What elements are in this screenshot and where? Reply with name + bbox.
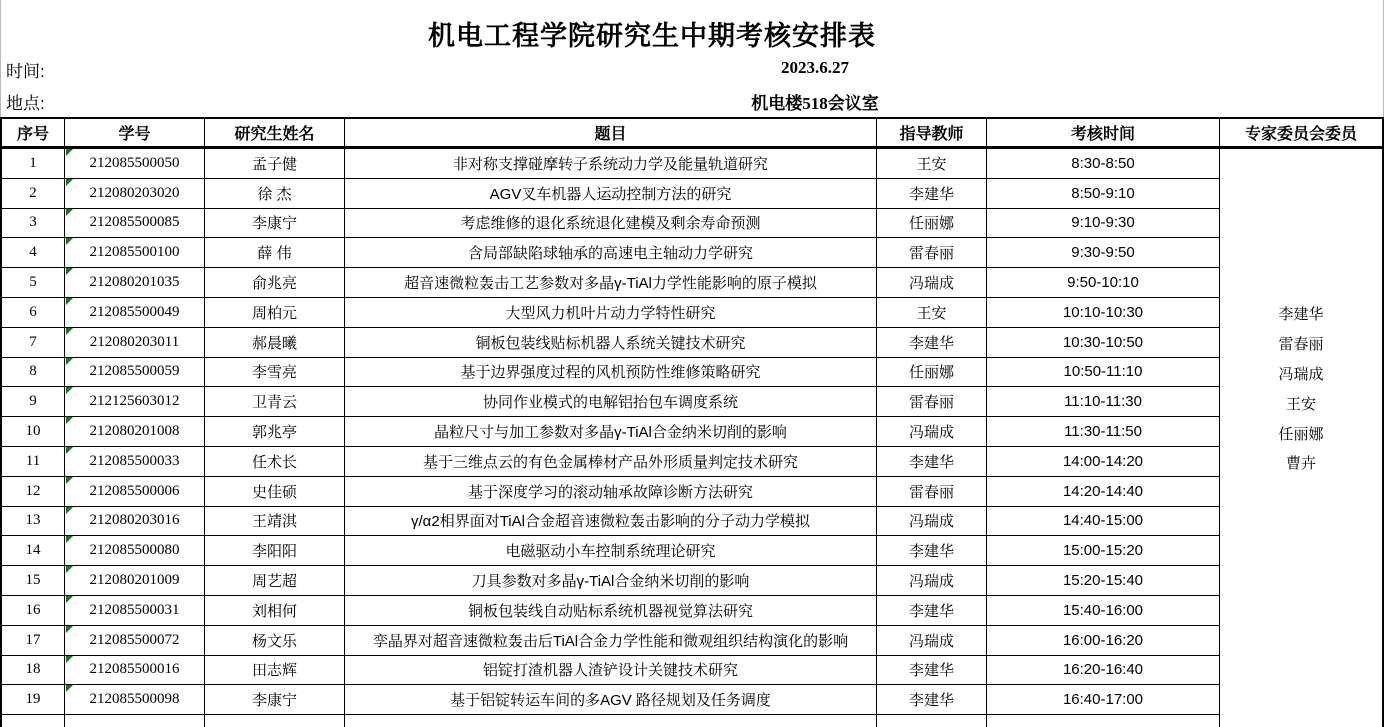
cell-student-id <box>65 685 205 715</box>
cell-thesis-title: 考虑维修的退化系统退化建模及剩余寿命预测 <box>345 209 877 239</box>
table-row <box>2 387 1219 417</box>
cell-advisor: 雷春丽 <box>877 387 987 417</box>
table-row <box>2 209 1219 239</box>
cell-student-id <box>65 358 205 388</box>
cell-student-name: 俞兆亮 <box>205 268 345 298</box>
cell-advisor: 冯瑞成 <box>877 566 987 596</box>
cell-no: 6 <box>2 298 65 328</box>
cell-no: 3 <box>2 209 65 239</box>
cell-student-id <box>65 417 205 447</box>
cell-student-id <box>65 238 205 268</box>
student-id-text: 212080201009 <box>89 572 180 589</box>
table-row <box>2 149 1219 179</box>
cell-thesis-title: 电磁驱动小车控制系统理论研究 <box>345 536 877 566</box>
cell-thesis-title: 超音速微粒轰击工艺参数对多晶γ-TiAl力学性能影响的原子模拟 <box>345 268 877 298</box>
cell-empty <box>987 715 1219 727</box>
cell-advisor: 李建华 <box>877 536 987 566</box>
cell-thesis-title: 刀具参数对多晶γ-TiAl合金纳米切削的影响 <box>345 566 877 596</box>
student-id-text: 212085500085 <box>89 214 180 231</box>
cell-advisor: 任丽娜 <box>877 358 987 388</box>
cell-student-name: 李康宁 <box>205 685 345 715</box>
cell-student-id <box>65 536 205 566</box>
cell-exam-time: 14:40-15:00 <box>987 507 1219 537</box>
student-id-text: 212085500033 <box>89 452 180 469</box>
cell-student-name: 薛 伟 <box>205 238 345 268</box>
cell-empty <box>205 715 345 727</box>
cell-exam-time: 9:50-10:10 <box>987 268 1219 298</box>
student-id-text: 212085500080 <box>89 542 180 559</box>
cell-student-name: 孟子健 <box>205 149 345 179</box>
cell-no: 15 <box>2 566 65 596</box>
cell-no: 18 <box>2 656 65 686</box>
cell-student-id <box>65 626 205 656</box>
cell-advisor: 冯瑞成 <box>877 268 987 298</box>
cell-advisor: 王安 <box>877 149 987 179</box>
table-row <box>2 626 1219 656</box>
table-row <box>2 477 1219 507</box>
cell-advisor: 雷春丽 <box>877 477 987 507</box>
text-format-flag-icon <box>66 656 73 663</box>
cell-exam-time: 15:00-15:20 <box>987 536 1219 566</box>
cell-advisor: 李建华 <box>877 596 987 626</box>
cell-advisor: 冯瑞成 <box>877 417 987 447</box>
cell-exam-time: 11:30-11:50 <box>987 417 1219 447</box>
text-format-flag-icon <box>66 566 73 573</box>
cell-exam-time: 8:30-8:50 <box>987 149 1219 179</box>
cell-student-id <box>65 447 205 477</box>
cell-no: 8 <box>2 358 65 388</box>
student-id-text: 212085500016 <box>89 661 180 678</box>
header-no: 序号 <box>2 119 65 146</box>
text-format-flag-icon <box>66 596 73 603</box>
student-id-text: 212085500031 <box>89 601 180 618</box>
table-body-left <box>2 149 1219 727</box>
header-thesis-title: 题目 <box>345 119 877 146</box>
committee-names <box>1220 299 1382 478</box>
text-format-flag-icon <box>66 238 73 245</box>
text-format-flag-icon <box>66 209 73 216</box>
table-row <box>2 417 1219 447</box>
cell-thesis-title: γ/α2相界面对TiAl合金超音速微粒轰击影响的分子动力学模拟 <box>345 507 877 537</box>
cell-advisor: 李建华 <box>877 179 987 209</box>
cell-no: 7 <box>2 328 65 358</box>
cell-student-name: 史佳硕 <box>205 477 345 507</box>
cell-exam-time: 14:20-14:40 <box>987 477 1219 507</box>
header-student-id: 学号 <box>65 119 205 146</box>
cell-student-name: 周艺超 <box>205 566 345 596</box>
text-format-flag-icon <box>66 298 73 305</box>
student-id-text: 212085500098 <box>89 691 180 708</box>
student-id-text: 212085500100 <box>89 244 180 261</box>
cell-no: 19 <box>2 685 65 715</box>
cell-student-name: 王靖淇 <box>205 507 345 537</box>
table-row <box>2 328 1219 358</box>
table-row <box>2 536 1219 566</box>
table-header-row <box>2 119 1382 149</box>
cell-thesis-title: 晶粒尺寸与加工参数对多晶γ-TiAl合金纳米切削的影响 <box>345 417 877 447</box>
cell-student-name: 郭兆亭 <box>205 417 345 447</box>
student-id-text: 212125603012 <box>89 393 180 410</box>
cell-thesis-title: 铝锭打渣机器人渣铲设计关键技术研究 <box>345 656 877 686</box>
cell-student-id <box>65 387 205 417</box>
cell-thesis-title: 铜板包装线贴标机器人系统关键技术研究 <box>345 328 877 358</box>
cell-thesis-title: 孪晶界对超音速微粒轰击后TiAl合金力学性能和微观组织结构演化的影响 <box>345 626 877 656</box>
cell-student-name: 徐 杰 <box>205 179 345 209</box>
cell-thesis-title: 含局部缺陷球轴承的高速电主轴动力学研究 <box>345 238 877 268</box>
cell-exam-time: 10:10-10:30 <box>987 298 1219 328</box>
cell-exam-time: 15:40-16:00 <box>987 596 1219 626</box>
student-id-text: 212080203020 <box>89 184 180 201</box>
schedule-table <box>0 117 1384 727</box>
cell-thesis-title: 基于边界强度过程的风机预防性维修策略研究 <box>345 358 877 388</box>
student-id-text: 212080203016 <box>89 512 180 529</box>
text-format-flag-icon <box>66 536 73 543</box>
table-row <box>2 238 1219 268</box>
cell-exam-time: 9:10-9:30 <box>987 209 1219 239</box>
cell-student-id <box>65 328 205 358</box>
cell-student-name: 李康宁 <box>205 209 345 239</box>
cell-no: 17 <box>2 626 65 656</box>
cell-exam-time: 16:20-16:40 <box>987 656 1219 686</box>
cell-student-id <box>65 209 205 239</box>
cell-empty <box>877 715 987 727</box>
cell-thesis-title: 非对称支撑碰摩转子系统动力学及能量轨道研究 <box>345 149 877 179</box>
cell-advisor: 李建华 <box>877 656 987 686</box>
cell-student-id <box>65 179 205 209</box>
cell-student-id <box>65 268 205 298</box>
student-id-text: 212085500072 <box>89 631 180 648</box>
cell-advisor: 李建华 <box>877 685 987 715</box>
cell-thesis-title: 铜板包装线自动贴标系统机器视觉算法研究 <box>345 596 877 626</box>
cell-thesis-title: AGV叉车机器人运动控制方法的研究 <box>345 179 877 209</box>
cell-exam-time: 15:20-15:40 <box>987 566 1219 596</box>
text-format-flag-icon <box>66 179 73 186</box>
cell-no: 14 <box>2 536 65 566</box>
student-id-text: 212085500059 <box>89 363 180 380</box>
text-format-flag-icon <box>66 387 73 394</box>
cell-no: 12 <box>2 477 65 507</box>
cell-student-name: 杨文乐 <box>205 626 345 656</box>
page-title: 机电工程学院研究生中期考核安排表 <box>428 21 876 51</box>
committee-member: 任丽娜 <box>1278 425 1324 443</box>
cell-student-id <box>65 298 205 328</box>
table-row <box>2 656 1219 686</box>
cell-student-name: 卫青云 <box>205 387 345 417</box>
cell-thesis-title: 基于铝锭转运车间的多AGV 路径规划及任务调度 <box>345 685 877 715</box>
text-format-flag-icon <box>66 685 73 692</box>
table-row <box>2 298 1219 328</box>
cell-thesis-title: 协同作业模式的电解铝抬包车调度系统 <box>345 387 877 417</box>
student-id-text: 212085500049 <box>89 303 180 320</box>
cell-student-id <box>65 656 205 686</box>
cell-student-name: 任术长 <box>205 447 345 477</box>
committee-cell <box>1219 149 1382 727</box>
text-format-flag-icon <box>66 417 73 424</box>
header-student-name: 研究生姓名 <box>205 119 345 146</box>
cell-advisor: 李建华 <box>877 328 987 358</box>
cell-exam-time: 8:50-9:10 <box>987 179 1219 209</box>
header-exam-time: 考核时间 <box>1070 126 1135 143</box>
cell-no: 11 <box>2 447 65 477</box>
cell-no: 9 <box>2 387 65 417</box>
text-format-flag-icon <box>66 328 73 335</box>
text-format-flag-icon <box>66 358 73 365</box>
cell-student-name: 田志辉 <box>205 656 345 686</box>
location-value: 机电楼518会议室 <box>751 94 879 113</box>
table-row <box>2 596 1219 626</box>
cell-exam-time: 9:30-9:50 <box>987 238 1219 268</box>
cell-student-id <box>65 596 205 626</box>
cell-student-id <box>65 566 205 596</box>
cell-empty <box>65 715 205 727</box>
table-body <box>2 149 1382 727</box>
cell-empty <box>2 715 65 727</box>
cell-thesis-title: 基于三维点云的有色金属棒材产品外形质量判定技术研究 <box>345 447 877 477</box>
location-label: 地点: <box>6 94 45 113</box>
cell-exam-time: 16:00-16:20 <box>987 626 1219 656</box>
text-format-flag-icon <box>66 477 73 484</box>
cell-advisor: 雷春丽 <box>877 238 987 268</box>
cell-no: 2 <box>2 179 65 209</box>
student-id-text: 212080201035 <box>89 274 180 291</box>
cell-advisor: 冯瑞成 <box>877 507 987 537</box>
cell-advisor: 李建华 <box>877 447 987 477</box>
student-id-text: 212085500050 <box>89 154 180 171</box>
cell-no: 5 <box>2 268 65 298</box>
table-row <box>2 268 1219 298</box>
cell-exam-time: 16:40-17:00 <box>987 685 1219 715</box>
table-row <box>2 685 1219 715</box>
committee-member: 曹卉 <box>1285 455 1316 473</box>
text-format-flag-icon <box>66 268 73 275</box>
text-format-flag-icon <box>66 149 73 156</box>
table-row <box>2 566 1219 596</box>
cell-student-name: 李阳阳 <box>205 536 345 566</box>
cell-empty <box>345 715 877 727</box>
student-id-text: 212085500006 <box>89 482 180 499</box>
cell-student-name: 李雪亮 <box>205 358 345 388</box>
cell-no: 16 <box>2 596 65 626</box>
cell-student-id <box>65 477 205 507</box>
table-row <box>2 179 1219 209</box>
time-label: 时间: <box>6 62 45 81</box>
cell-student-id <box>65 507 205 537</box>
committee-member: 冯瑞成 <box>1278 365 1324 383</box>
cell-no: 10 <box>2 417 65 447</box>
table-row <box>2 507 1219 537</box>
table-row <box>2 358 1219 388</box>
committee-member: 王安 <box>1285 395 1316 413</box>
cell-student-name: 周柏元 <box>205 298 345 328</box>
time-value: 2023.6.27 <box>781 58 849 77</box>
cell-no: 13 <box>2 507 65 537</box>
text-format-flag-icon <box>66 507 73 514</box>
student-id-text: 212080201008 <box>89 423 180 440</box>
committee-member: 雷春丽 <box>1278 336 1324 354</box>
table-rows <box>2 149 1219 715</box>
cell-advisor: 王安 <box>877 298 987 328</box>
cell-thesis-title: 基于深度学习的滚动轴承故障诊断方法研究 <box>345 477 877 507</box>
cell-exam-time: 14:00-14:20 <box>987 447 1219 477</box>
cell-exam-time: 10:50-11:10 <box>987 358 1219 388</box>
cell-student-name: 郝晨曦 <box>205 328 345 358</box>
table-row-partial <box>2 715 1219 727</box>
cell-exam-time: 11:10-11:30 <box>987 387 1219 417</box>
cell-thesis-title: 大型风力机叶片动力学特性研究 <box>345 298 877 328</box>
cell-no: 1 <box>2 149 65 179</box>
cell-advisor: 冯瑞成 <box>877 626 987 656</box>
text-format-flag-icon <box>66 447 73 454</box>
cell-student-id <box>65 149 205 179</box>
table-row <box>2 447 1219 477</box>
cell-no: 4 <box>2 238 65 268</box>
cell-student-name: 刘相何 <box>205 596 345 626</box>
committee-member: 李建华 <box>1278 306 1324 324</box>
header-advisor: 指导教师 <box>877 119 987 146</box>
cell-advisor: 任丽娜 <box>877 209 987 239</box>
cell-exam-time: 10:30-10:50 <box>987 328 1219 358</box>
text-format-flag-icon <box>66 626 73 633</box>
student-id-text: 212080203011 <box>89 333 180 350</box>
header-committee: 专家委员会委员 <box>1219 119 1382 146</box>
